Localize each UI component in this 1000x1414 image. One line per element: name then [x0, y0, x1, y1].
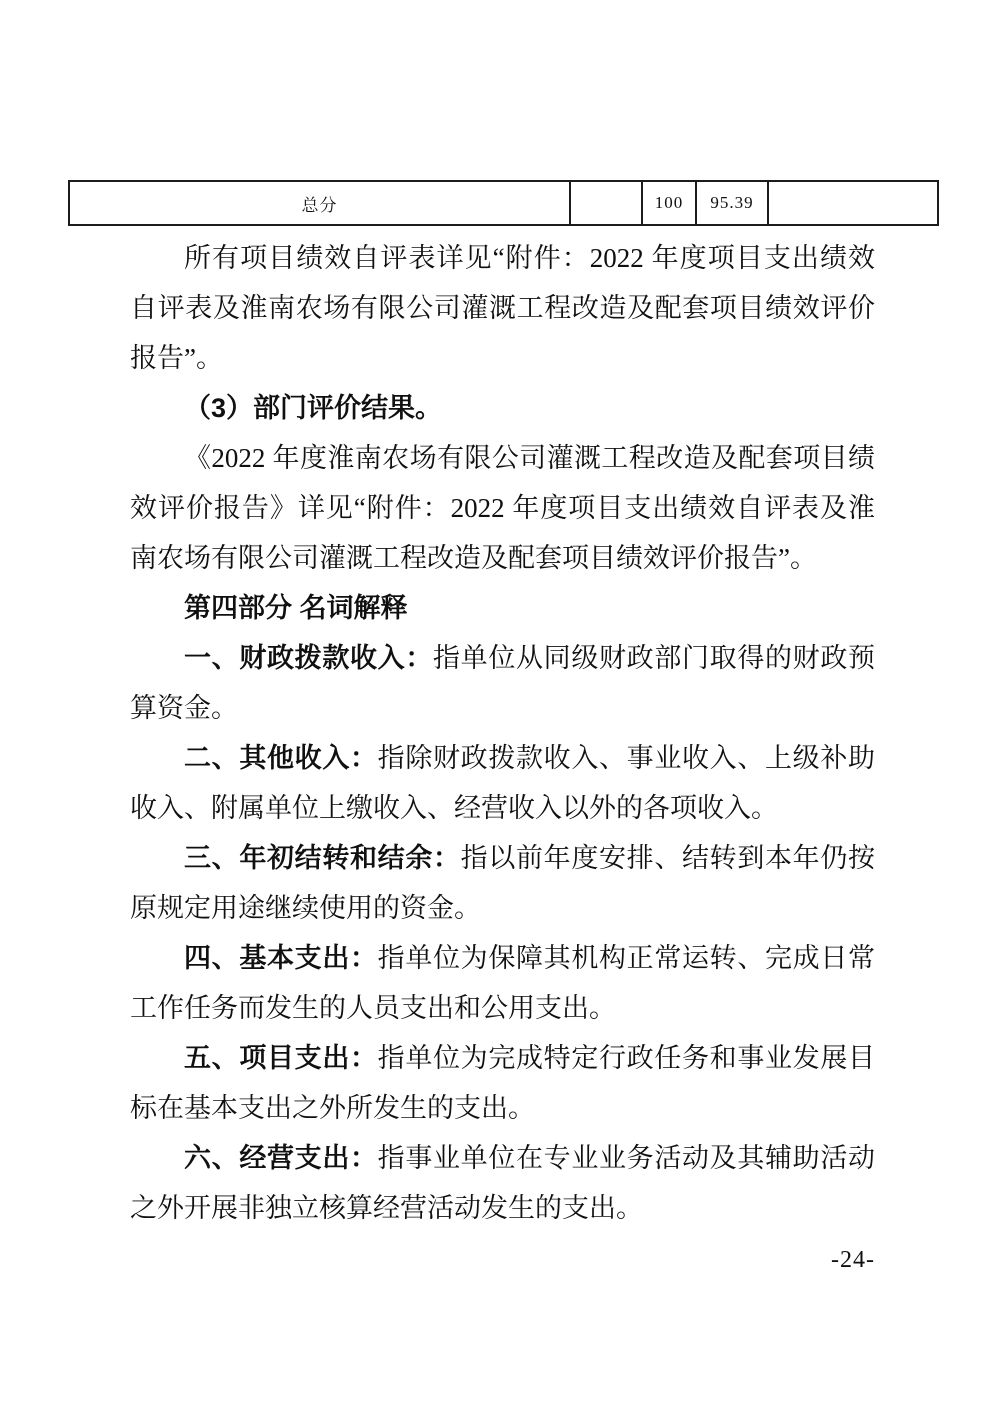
total-label-cell: 总分 [69, 181, 570, 225]
score-value-cell: 95.39 [696, 181, 768, 225]
empty-cell [570, 181, 642, 225]
term-lead: 三、年初结转和结余： [184, 843, 461, 873]
term-text: 指事业单位在专业业务活动及其辅助活动之外开展非独立核算经营活动发生的支出。 [130, 1143, 876, 1223]
term-lead: 一、财政拨款收入： [184, 643, 433, 673]
term-definition [130, 733, 875, 833]
term-lead: 五、项目支出： [184, 1043, 378, 1073]
heading-part4-glossary: 第四部分 名词解释 [184, 593, 408, 623]
term-text: 指单位为完成特定行政任务和事业发展目标在基本支出之外所发生的支出。 [130, 1043, 876, 1123]
term-definition [130, 1133, 875, 1233]
score-summary-table [68, 180, 939, 226]
term-definition [130, 933, 875, 1033]
heading-dept-evaluation-result: （3）部门评价结果。 [184, 393, 443, 423]
body-text [130, 233, 875, 1233]
term-lead: 六、经营支出： [184, 1143, 378, 1173]
term-lead: 四、基本支出： [184, 943, 378, 973]
page-number: -24- [831, 1247, 875, 1273]
term-text: 指单位为保障其机构正常运转、完成日常工作任务而发生的人员支出和公用支出。 [130, 943, 876, 1023]
term-lead: 二、其他收入： [184, 743, 378, 773]
term-text: 指以前年度安排、结转到本年仍按原规定用途继续使用的资金。 [130, 843, 876, 923]
table-row-total [69, 181, 938, 225]
term-definition [130, 633, 875, 733]
term-definition [130, 833, 875, 933]
term-definition [130, 1033, 875, 1133]
empty-cell [768, 181, 938, 225]
paragraph-self-eval-note: 所有项目绩效自评表详见“附件：2022 年度项目支出绩效自评表及淮南农场有限公司灌溉工程改造及配套项目绩效评价报告”。 [130, 243, 875, 373]
max-score-cell: 100 [642, 181, 696, 225]
paragraph-dept-report-note: 《2022 年度淮南农场有限公司灌溉工程改造及配套项目绩效评价报告》详见“附件：2022 年度项目支出绩效自评表及淮南农场有限公司灌溉工程改造及配套项目绩效评价报告”。 [130, 443, 875, 573]
term-text: 指单位从同级财政部门取得的财政预算资金。 [130, 643, 875, 723]
term-text: 指除财政拨款收入、事业收入、上级补助收入、附属单位上缴收入、经营收入以外的各项收入。 [130, 743, 876, 823]
